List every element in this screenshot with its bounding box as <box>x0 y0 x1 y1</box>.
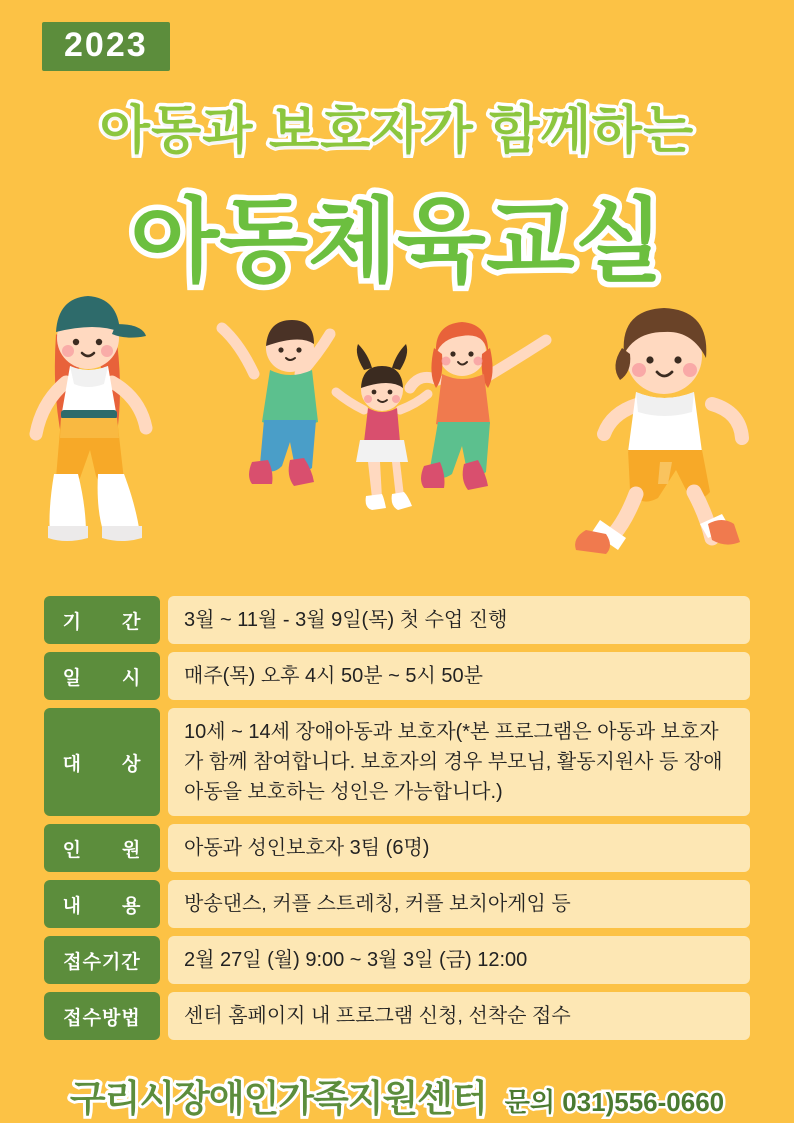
footer-organization: 구리시장애인가족지원센터 <box>69 1078 487 1119</box>
info-value-application-method: 센터 홈페이지 내 프로그램 신청, 선착순 접수 <box>168 992 750 1040</box>
jumping-family-figure <box>222 320 546 510</box>
info-label-content: 내 용 <box>44 880 160 928</box>
info-label-period: 기 간 <box>44 596 160 644</box>
info-value-application-period: 2월 27일 (월) 9:00 ~ 3월 3일 (금) 12:00 <box>168 936 750 984</box>
dancing-woman-figure <box>36 296 146 541</box>
info-row-application-period <box>44 936 750 984</box>
info-value-capacity: 아동과 성인보호자 3팀 (6명) <box>168 824 750 872</box>
info-row-capacity <box>44 824 750 872</box>
running-boy-figure <box>575 308 742 554</box>
poster-subtitle: 아동과 보호자가 함께하는 <box>99 102 695 160</box>
info-value-target: 10세 ~ 14세 장애아동과 보호자(*본 프로그램은 아동과 보호자가 함께 참여합니다. 보호자의 경우 부모님, 활동지원사 등 장애아동을 보호하는 성인은 가능합니다.) <box>168 708 750 816</box>
poster-title: 아동체육교실 <box>130 191 664 293</box>
info-row-target <box>44 708 750 816</box>
info-label-datetime: 일 시 <box>44 652 160 700</box>
info-row-period <box>44 596 750 644</box>
footer-contact: 문의 031)556-0660 <box>504 1087 725 1117</box>
info-row-datetime <box>44 652 750 700</box>
info-value-datetime: 매주(목) 오후 4시 50분 ~ 5시 50분 <box>168 652 750 700</box>
info-table <box>44 596 750 1048</box>
info-row-content <box>44 880 750 928</box>
year-badge: 2023 <box>42 22 170 71</box>
info-value-period: 3월 ~ 11월 - 3월 9일(목) 첫 수업 진행 <box>168 596 750 644</box>
info-label-application-period: 접수기간 <box>44 936 160 984</box>
info-label-capacity: 인 원 <box>44 824 160 872</box>
illustration-band <box>0 262 794 582</box>
footer <box>0 1068 794 1122</box>
info-label-application-method: 접수방법 <box>44 992 160 1040</box>
info-value-content: 방송댄스, 커플 스트레칭, 커플 보치아게임 등 <box>168 880 750 928</box>
info-row-application-method <box>44 992 750 1040</box>
info-label-target: 대 상 <box>44 708 160 816</box>
